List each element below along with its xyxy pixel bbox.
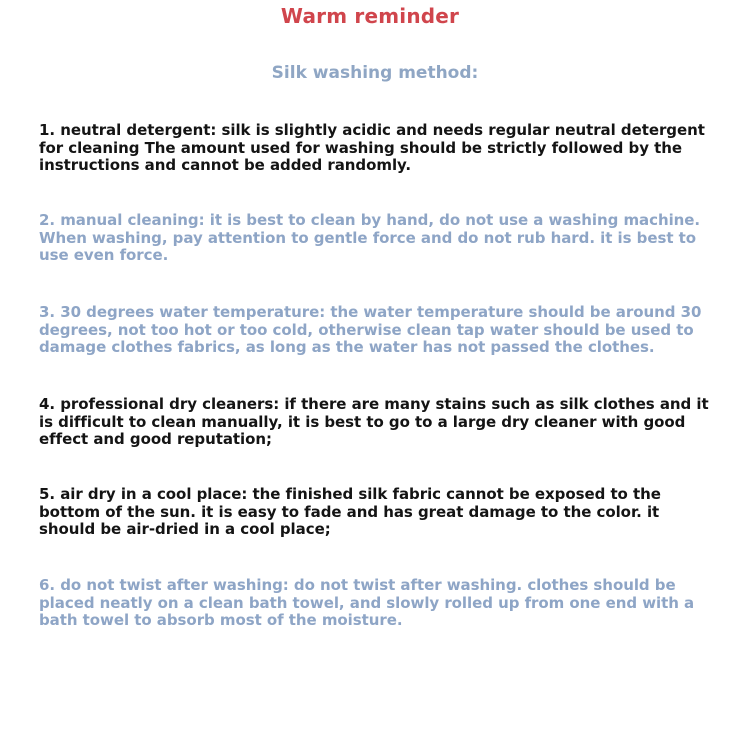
instruction-item-neutral-detergent: 1. neutral detergent: silk is slightly acidic and needs regular neutral detergent for cleaning The amount used for washing should be strictly followed by the instructions and cannot be added randomly. (39, 121, 705, 175)
instruction-item-air-dry: 5. air dry in a cool place: the finished silk fabric cannot be exposed to the bottom of the sun. it is easy to fade and has great damage to the color. it should be air-dried in a cool place; (39, 485, 661, 539)
instruction-item-dry-cleaners: 4. professional dry cleaners: if there are many stains such as silk clothes and it is difficult to clean manually, it is best to go to a large dry cleaner with good effect and good reputation; (39, 395, 709, 449)
instruction-item-manual-cleaning: 2. manual cleaning: it is best to clean by hand, do not use a washing machine. When washing, pay attention to gentle force and do not rub hard. it is best to use even force. (39, 211, 701, 265)
page-title: Warm reminder (280, 4, 460, 28)
instruction-item-no-twist: 6. do not twist after washing: do not twist after washing. clothes should be placed neatly on a clean bath towel, and slowly rolled up from one end with a bath towel to absorb most of the moisture. (39, 576, 695, 630)
section-subtitle: Silk washing method: (271, 63, 479, 83)
instruction-item-water-temperature: 3. 30 degrees water temperature: the water temperature should be around 30 degrees, not too hot or too cold, otherwise clean tap water should be used to damage clothes fabrics, as long as the water has not passed the clothes. (39, 303, 702, 357)
